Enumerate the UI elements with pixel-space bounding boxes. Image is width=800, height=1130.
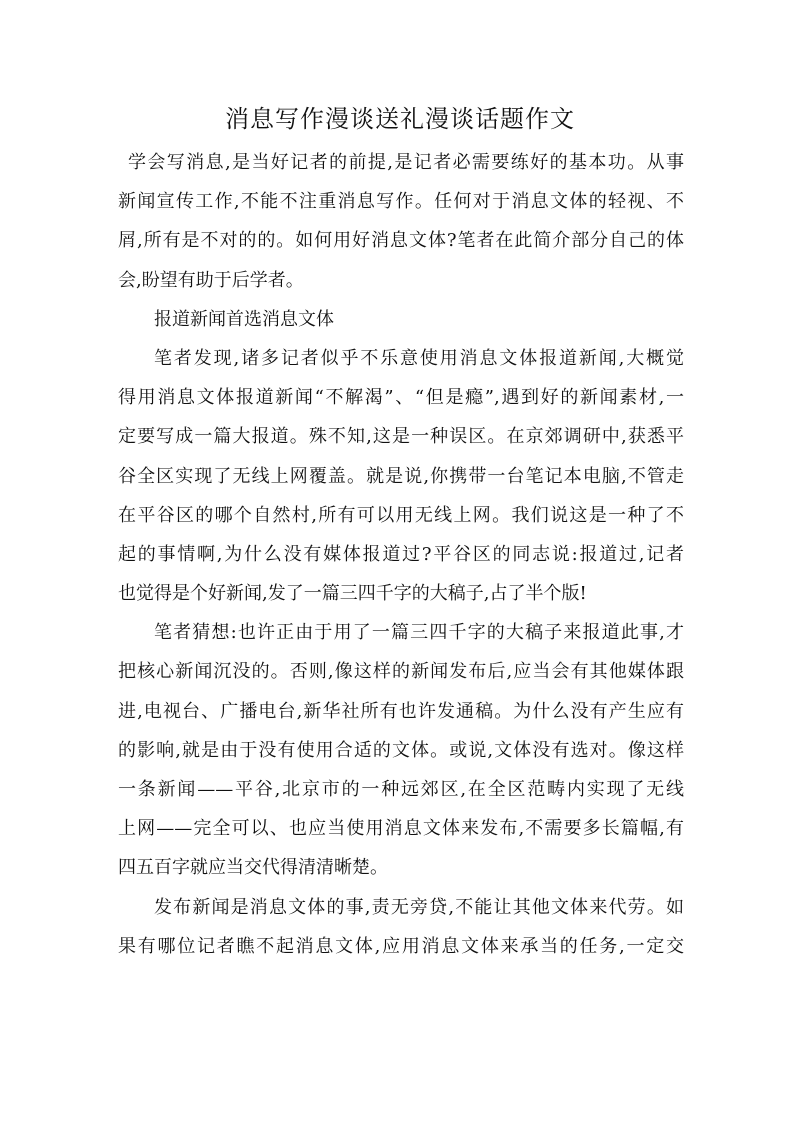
paragraph-line: 定要写成一篇大报道。殊不知,这是一种误区。在京郊调研中,获悉平 — [118, 426, 684, 448]
paragraph-line: 四五百字就应当交代得清清晰楚。 — [118, 857, 388, 879]
paragraph-line: 果有哪位记者瞧不起消息文体,应用消息文体来承当的任务,一定交 — [118, 935, 684, 957]
paragraph-line: 谷全区实现了无线上网覆盖。就是说,你携带一台笔记本电脑,不管走 — [118, 465, 684, 487]
paragraph-line: 把核心新闻沉没的。否则,像这样的新闻发布后,应当会有其他媒体跟 — [118, 661, 684, 683]
paragraph-line: 笔者猜想:也许正由于用了一篇三四千字的大稿子来报道此事,才 — [154, 622, 684, 644]
paragraph-line: 上网——完全可以、也应当使用消息文体来发布,不需要多长篇幅,有 — [118, 818, 684, 840]
paragraph-line: 新闻宣传工作,不能不注重消息写作。任何对于消息文体的轻视、不 — [118, 191, 684, 213]
paragraph-line: 在平谷区的哪个自然村,所有可以用无线上网。我们说这是一种了不 — [118, 504, 684, 526]
document-body — [118, 143, 684, 966]
paragraph-line: 起的事情啊,为什么没有媒体报道过?平谷区的同志说:报道过,记者 — [118, 543, 684, 565]
document-title: 消息写作漫谈送礼漫谈话题作文 — [225, 105, 575, 133]
section-heading: 报道新闻首选消息文体 — [154, 308, 334, 330]
paragraph-line: 屑,所有是不对的的。如何用好消息文体?笔者在此简介部分自己的体 — [118, 230, 684, 252]
paragraph-line: 会,盼望有助于后学者。 — [118, 269, 304, 291]
paragraph-line: 一条新闻——平谷,北京市的一种远郊区,在全区范畴内实现了无线 — [118, 779, 684, 800]
paragraph-line: 发布新闻是消息文体的事,责无旁贷,不能让其他文体来代劳。如 — [154, 896, 684, 918]
paragraph-line: 也觉得是个好新闻,发了一篇三四千字的大稿子,占了半个版! — [118, 583, 587, 605]
paragraph-line: 笔者发现,诸多记者似乎不乐意使用消息文体报道新闻,大概觉 — [154, 347, 684, 369]
paragraph-line: 学会写消息,是当好记者的前提,是记者必需要练好的基本功。从事 — [128, 152, 684, 173]
paragraph-line: 的影响,就是由于没有使用合适的文体。或说,文体没有选对。像这样 — [118, 739, 684, 761]
paragraph-line: 进,电视台、广播电台,新华社所有也许发通稿。为什么没有产生应有 — [118, 700, 684, 722]
paragraph-line: 得用消息文体报道新闻“不解渴”、“但是瘾”,遇到好的新闻素材,一 — [118, 387, 684, 409]
